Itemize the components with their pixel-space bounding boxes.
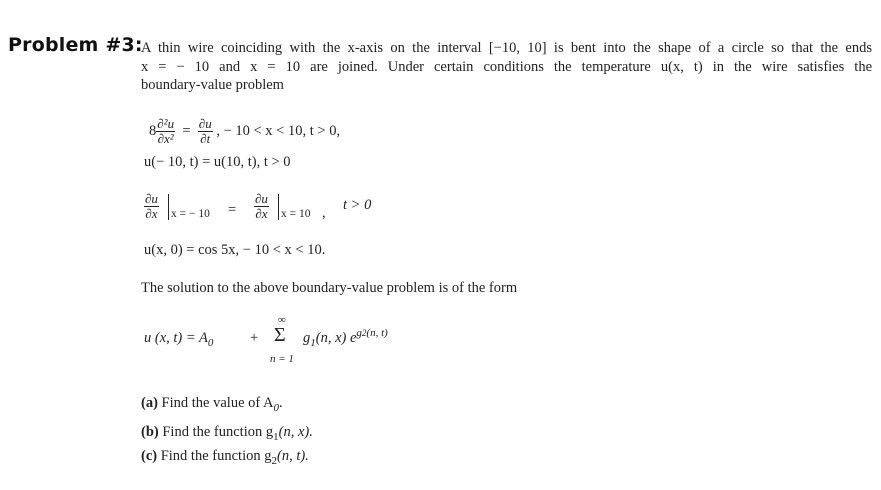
part-a-sub: 0 [273,402,280,414]
pde-lhs-numerator: ∂²u [157,116,175,131]
part-c-sub: 2 [271,455,277,467]
boundary-condition-2 [144,192,159,221]
a0-subscript: 0 [207,337,214,349]
pde-coefficient: 8 [149,122,157,139]
intro-line-1: A thin wire coinciding with the x-axis on the interval [−10, 10] is bent into the shape of a circle so that the ends [141,40,872,56]
bc2-right-fraction [254,192,269,221]
bc2-right-eval-bar [278,194,279,220]
pde-rhs-fraction [198,117,213,146]
problem-label: Problem #3: [8,34,143,56]
boundary-condition-1: u(− 10, t) = u(10, t), t > 0 [144,154,291,170]
solution-series-term [303,327,388,349]
pde-rhs-numerator: ∂u [198,116,212,131]
part-b-label: (b) [141,424,159,440]
g1-symbol: g [303,330,311,346]
part-c-text: Find the function g [160,448,272,464]
part-c-tail: (n, t). [276,448,309,464]
bc2-left-denominator: ∂x [145,206,158,221]
problem-intro [141,39,872,95]
exponent-g: g [356,327,362,339]
intro-line-3: boundary-value problem [141,77,284,93]
part-a-label: (a) [141,395,158,411]
bc2-condition: t > 0 [343,197,372,213]
bc2-left-eval-bar [168,194,169,220]
pde-lhs-fraction [156,117,175,146]
g1-subscript: 1 [310,337,316,349]
exponent-args: (n, t) [366,327,388,339]
exponent [356,327,387,339]
part-c [141,448,309,465]
bc2-comma: , [322,205,326,221]
part-b-tail: (n, x). [278,424,313,440]
bc2-right [254,192,269,221]
pde-domain: , − 10 < x < 10, t > 0, [216,122,341,139]
bc2-left-numerator: ∂u [145,191,158,206]
bc2-equals: = [228,202,237,218]
pde-equation: 8 $\frac{\text{∂²u}}{\text{∂x²}}$ = $\frac{\partial u}{\partial t}$ , − 10 < x < 10, t > 0, [149,116,341,146]
pde-rhs-denominator: ∂t [198,131,213,146]
part-b [141,424,313,441]
initial-condition: u(x, 0) = cos 5x, − 10 < x < 10. [144,242,326,258]
part-a-text: Find the value of A [161,395,274,411]
g1-args: (n, x) e [315,330,357,346]
bc2-left-eval: x = − 10 [171,208,210,220]
solution-statement: The solution to the above boundary-value problem is of the form [141,280,518,296]
sum-symbol: Σ [274,324,286,346]
exponent-subscript: 2 [361,328,367,338]
part-a-tail: . [279,395,283,411]
part-c-label: (c) [141,448,158,464]
sum-upper-limit: ∞ [278,314,286,326]
part-b-sub: 1 [273,431,279,443]
intro-line-2: x = − 10 and x = 10 are joined. Under certain conditions the temperature u(x, t) in the wire satisfies the [141,58,872,75]
bc2-left-fraction [144,192,159,221]
part-a [141,395,283,412]
part-b-text: Find the function g [162,424,274,440]
solution-plus: + [250,330,259,346]
bc2-right-denominator: ∂x [255,206,268,221]
sum-lower-limit: n = 1 [270,353,294,365]
pde-lhs-denominator: ∂x² [157,131,174,146]
bc2-right-eval: x = 10 [281,208,311,220]
bc2-right-numerator: ∂u [255,191,268,206]
solution-lhs-text: u (x, t) = A [144,330,208,346]
solution-lhs [144,330,213,347]
